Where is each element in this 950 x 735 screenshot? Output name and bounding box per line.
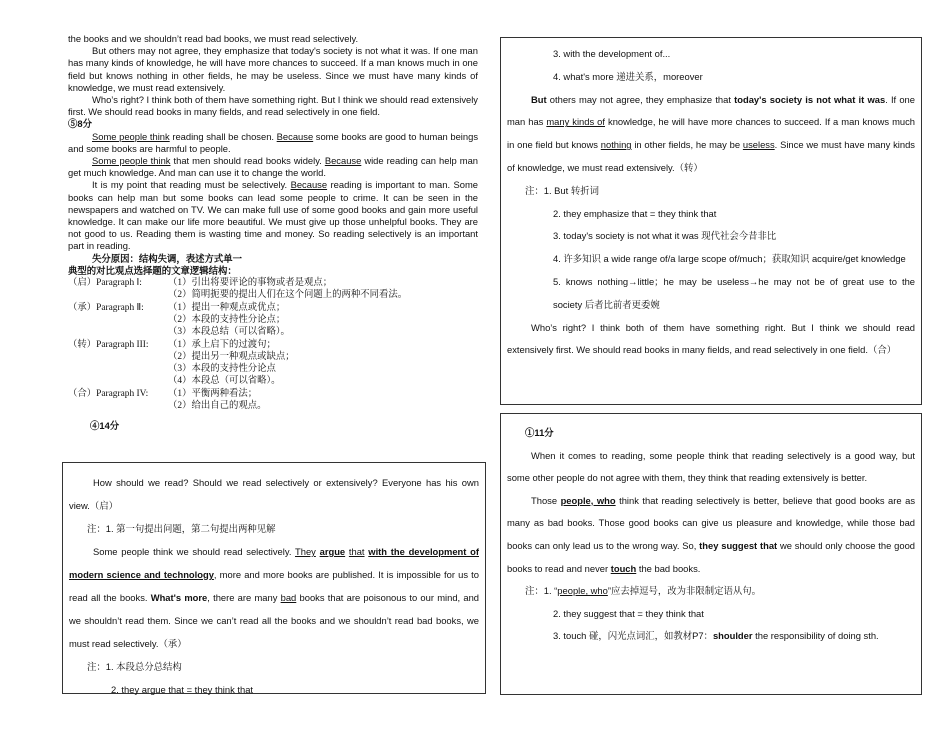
annotation-note: 3. today's society is not what it was 现代社会今昔非比	[553, 230, 777, 242]
score-label: ⑤8分	[68, 118, 92, 130]
paragraph: Some people think we should read selectively. They argue that with the development of modern science and technology, more and more books are published. It is impossible for us to read all the books. What's more, there are many bad books that are poisonous to our mind, and we shouldn’t read them. Since we can’t read all the books and we shouldn’t read bad books, we must read selectively.（承）	[69, 546, 480, 649]
annotation-note: 2. they argue that = they think that	[111, 684, 254, 695]
left-column-text	[68, 33, 478, 433]
essay-box-right-bottom	[500, 413, 922, 695]
annotation-note: 2. they suggest that = they think that	[553, 607, 704, 619]
paragraph: Who’s right? I think both of them have something right. But I think we should read extensively first. We should read books in many fields, and read selectively in one field.	[68, 94, 478, 118]
structure-row: （合）Paragraph IV: （1）平衡两种看法；	[68, 388, 258, 399]
annotation-note: 4. what's more 递进关系，moreover	[553, 70, 703, 82]
annotation-note: 2. they emphasize that = they think that	[553, 207, 717, 219]
score-label: ④14分	[90, 420, 120, 432]
structure-row: （2）本段的支持性分论点；	[168, 314, 286, 325]
paragraph: the books and we shouldn’t read bad books, we must read selectively.	[68, 33, 359, 44]
paragraph: Some people think reading shall be chosen. Because some books are good to human beings and some books are harmful to people.	[68, 130, 479, 154]
score-label: ①11分	[525, 427, 554, 438]
annotation-note: 3. with the development of...	[553, 48, 671, 59]
paragraph: But others may not agree, they emphasize that today's society is not what it was. If one man has many kinds of knowledge, he will have more chances to succeed. If a man knows much in one field but knows nothing in other fields, he may be useless. Since we must have many kinds of knowledge, we must read extensively.（转）	[507, 93, 916, 173]
structure-row: （2）给出自己的观点。	[168, 401, 267, 412]
annotation-note: 3. touch 碰，闪光点词汇，如教材P7：shoulder the responsibility of doing sth.	[553, 630, 879, 642]
paragraph: It is my point that reading must be selectively. Because reading is important to man. Some books can help man but some books can lead some people to crime. It can be seen in the newspapers and watched on TV. We can make full use of some good books and gain more useful knowledge. It can make our life more beautiful. We must give up those unhelpful books. They are not good to us. Reading them is wasting time and money. So reading selectively is an important part in reading.	[68, 179, 478, 252]
annotation-note: 注：1. 第一句提出问题，第二句提出两种见解	[87, 523, 276, 534]
annotation-note: 注：1. 本段总分总结构	[87, 661, 182, 672]
paragraph: Those people, who think that reading selectively is better, believe that good books are as many as bad books. Those good books can give us pleasure and knowledge, while those bad books can only lead us to the wrong way. So, they suggest that we should only choose the good books to read and never touch the bad books.	[507, 494, 916, 574]
paragraph: How should we read? Should we read selectively or extensively? Everyone has his own view.（启）	[69, 477, 479, 511]
paragraph: When it comes to reading, some people think that reading selectively is a good way, but some other people do not agree with them, they think that reading extensively is better.	[507, 449, 915, 484]
annotation-note: 4. 许多知识 a wide range of/a large scope of/much；获取知识 acquire/get knowledge	[553, 253, 906, 265]
structure-row: （3）本段的支持性分论点	[168, 364, 276, 375]
structure-title: 典型的对比观点选择题的文章逻辑结构：	[68, 264, 237, 276]
annotation-note: 注：1. But 转折词	[525, 184, 599, 196]
structure-row: （2）提出另一种观点或缺点；	[168, 351, 295, 362]
annotation-note: 5. knows nothing→little；he may be useless→he may not be of great use to the society 后者比前者更委婉	[553, 275, 915, 310]
paragraph: But others may not agree, they emphasize that today's society is not what it was. If one man has many kinds of knowledge, he will have more chances to succeed. If a man knows much in one field but knows nothing in other fields, he may be useless. Since we must have many kinds of knowledge, we must read extensively.	[68, 45, 478, 93]
structure-row: （3）本段总结（可以省略）。	[168, 327, 290, 338]
structure-row: （转）Paragraph III: （1）承上启下的过渡句；	[68, 339, 276, 350]
paragraph: Who’s right? I think both of them have something right. But I think we should read extensively first. We should read books in many fields, and read selectively in one field.（合）	[507, 321, 915, 356]
essay-box-left	[62, 462, 486, 694]
fail-reason: 失分原因：结构失调，表述方式单一	[92, 252, 243, 264]
structure-row: （承）Paragraph Ⅱ: （1）提出一种观点或优点；	[68, 302, 286, 313]
structure-list	[68, 277, 478, 412]
structure-row: （2）简明扼要的提出人们在这个问题上的两种不同看法。	[168, 290, 408, 301]
annotation-note: 注：1. “people, who”应去掉逗号，改为非限制定语从句。	[525, 585, 761, 597]
structure-row: （启）Paragraph Ⅰ: （1）引出将要评论的事物或者是观点；	[68, 278, 333, 289]
essay-box-right-top	[500, 37, 922, 405]
structure-row: （4）本段总（可以省略）。	[168, 376, 281, 387]
paragraph: Some people think that men should read books widely. Because wide reading can help man get much knowledge. And man can use it to change the world.	[68, 155, 479, 179]
